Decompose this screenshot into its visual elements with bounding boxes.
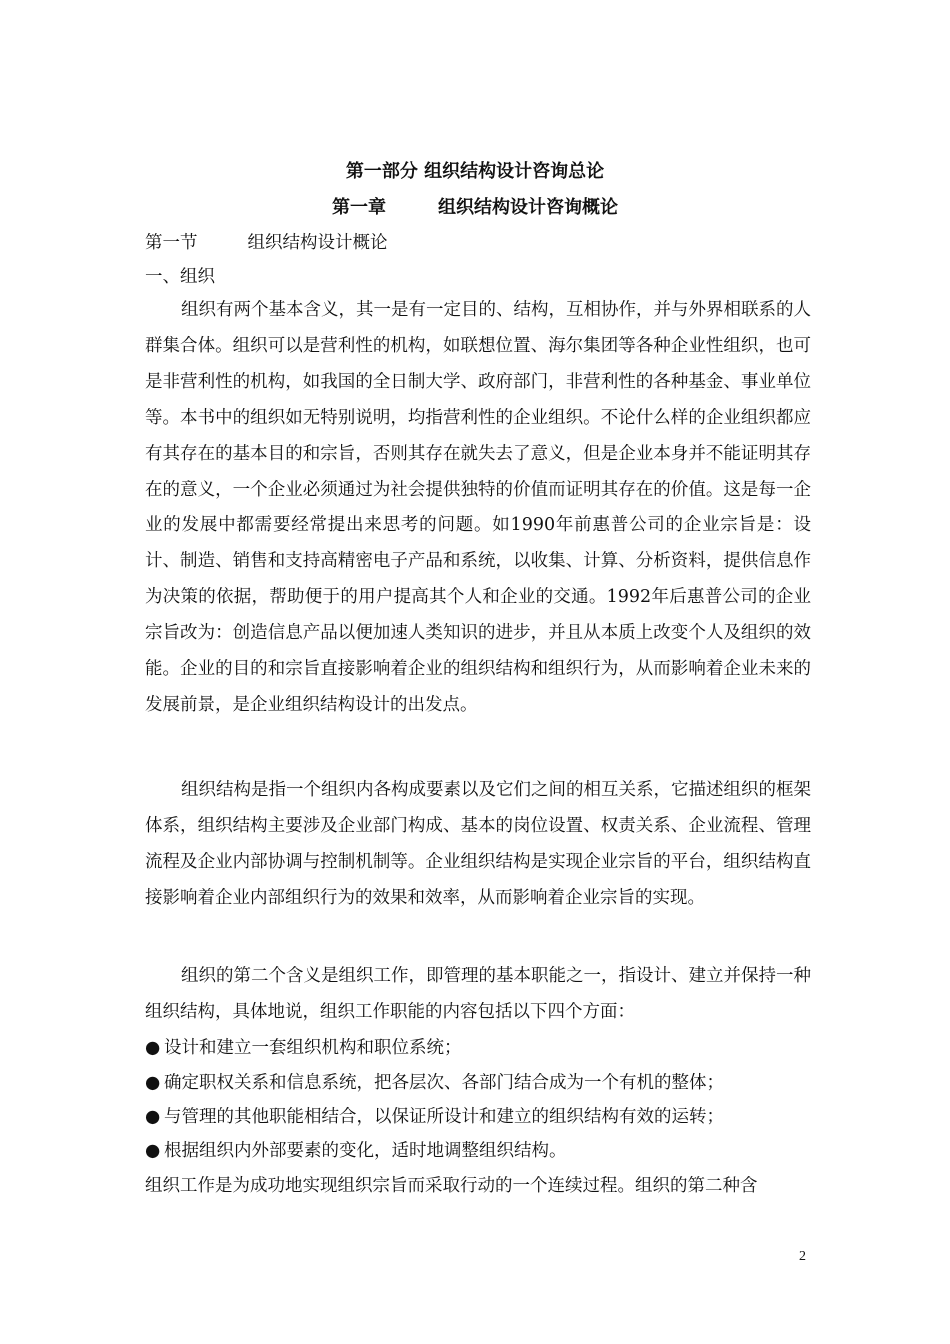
paragraph-1: 组织有两个基本含义，其一是有一定目的、结构，互相协作，并与外界相联系的人群集合体。组织可以是营利性的机构，如联想位置、海尔集团等各种企业性组织，也可是非营利性的机构，如我国的全日制大学、政府部门，非营利性的各种基金、事业单位等。本书中的组织如无特别说明，均指营利性的企业组织。不论什么样的企业组织都应有其存在的基本目的和宗旨，否则其存在就失去了意义，但是企业本身并不能证明其存在的意义，一个企业必须通过为社会提供独特的价值而证明其存在的价值。这是每一企业的发展中都需要经常提出来思考的问题。如1990年前惠普公司的企业宗旨是：设计、制造、销售和支持高精密电子产品和系统，以收集、计算、分析资料，提供信息作为决策的依据，帮助便于的用户提高其个人和企业的交通。1992年后惠普公司的企业宗旨改为：创造信息产品以便加速人类知识的进步，并且从本质上改变个人及组织的效能。企业的目的和宗旨直接影响着企业的组织结构和组织行为，从而影响着企业未来的发展前景，是企业组织结构设计的出发点。: [145, 300, 811, 715]
bullet-icon: ●: [145, 1073, 161, 1093]
chapter-label: 第一章: [332, 197, 386, 218]
chapter-name: 组织结构设计咨询概论: [438, 197, 618, 218]
subsection-heading: 一、组织: [145, 267, 215, 287]
paragraph-3: 组织的第二个含义是组织工作，即管理的基本职能之一，指设计、建立并保持一种组织结构，具体地说，组织工作职能的内容包括以下四个方面：: [145, 966, 811, 1022]
bullet-icon: ●: [145, 1038, 161, 1058]
section-label: 第一节: [145, 233, 198, 253]
bullet-text: 根据组织内外部要素的变化，适时地调整组织结构。: [164, 1141, 567, 1161]
page-number: 2: [799, 1249, 806, 1264]
chapter-title: [0, 196, 950, 220]
bullet-item: [145, 1139, 567, 1163]
bullet-item: [145, 1071, 724, 1095]
closing-line: 组织工作是为成功地实现组织宗旨而采取行动的一个连续过程。组织的第二种含: [145, 1176, 758, 1196]
bullet-icon: ●: [145, 1141, 161, 1161]
paragraph-2: 组织结构是指一个组织内各构成要素以及它们之间的相互关系，它描述组织的框架体系，组织结构主要涉及企业部门构成、基本的岗位设置、权责关系、企业流程、管理流程及企业内部协调与控制机制等。企业组织结构是实现企业宗旨的平台，组织结构直接影响着企业内部组织行为的效果和效率，从而影响着企业宗旨的实现。: [145, 780, 811, 908]
bullet-text: 设计和建立一套组织机构和职位系统；: [164, 1038, 462, 1058]
bullet-text: 与管理的其他职能相结合，以保证所设计和建立的组织结构有效的运转；: [164, 1107, 724, 1127]
section-heading: [145, 231, 388, 255]
bullet-item: [145, 1036, 462, 1060]
bullet-icon: ●: [145, 1107, 161, 1127]
section-name: 组织结构设计概论: [247, 233, 388, 253]
bullet-item: [145, 1105, 724, 1129]
bullet-text: 确定职权关系和信息系统，把各层次、各部门结合成为一个有机的整体；: [164, 1073, 724, 1093]
part-title: 第一部分 组织结构设计咨询总论: [345, 161, 605, 182]
